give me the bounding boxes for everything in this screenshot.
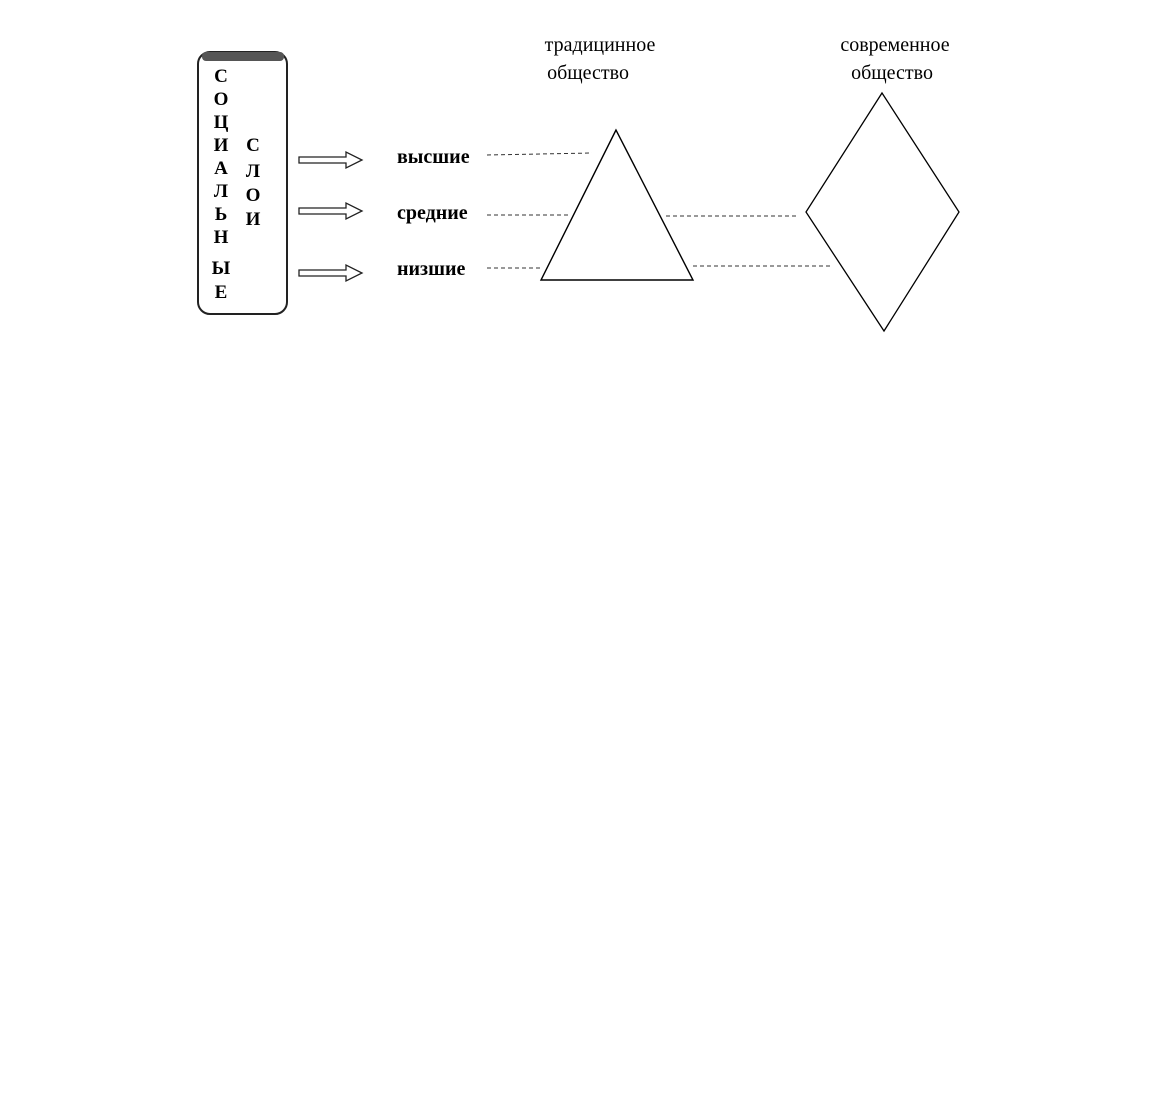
layer-label-lower: низшие <box>397 258 466 280</box>
layer-label-upper: высшие <box>397 146 470 168</box>
letter: А <box>214 158 228 179</box>
arrows <box>299 152 362 281</box>
letter: О <box>245 185 261 206</box>
arrow-right-icon <box>299 265 362 281</box>
dashed-connectors <box>487 153 833 268</box>
letter: И <box>245 209 261 230</box>
letter: Ь <box>214 204 228 225</box>
traditional-society-label-line2: общество <box>547 62 629 84</box>
letter: И <box>213 135 229 156</box>
connector-upper <box>487 153 592 155</box>
layer-label-middle: средние <box>397 202 468 224</box>
letter: Л <box>213 181 229 202</box>
traditional-society-label-line1: традицинное <box>544 34 656 56</box>
letter: Л <box>245 161 261 182</box>
letter: Ы <box>211 258 231 279</box>
box-word-social <box>212 66 231 303</box>
arrow-right-icon <box>299 152 362 168</box>
social-layers-box <box>198 52 287 314</box>
letter: Н <box>213 227 229 248</box>
letter: С <box>246 135 260 156</box>
letter: О <box>213 89 229 110</box>
letter: Ц <box>213 112 229 133</box>
modern-society-rhombus <box>806 93 959 331</box>
letter: С <box>214 66 228 87</box>
modern-society-label-line1: современное <box>840 34 950 56</box>
letter: Е <box>214 282 228 303</box>
arrow-right-icon <box>299 203 362 219</box>
traditional-society-triangle <box>541 130 693 280</box>
box-top-edge <box>202 52 284 61</box>
modern-society-label-line2: общество <box>851 62 933 84</box>
